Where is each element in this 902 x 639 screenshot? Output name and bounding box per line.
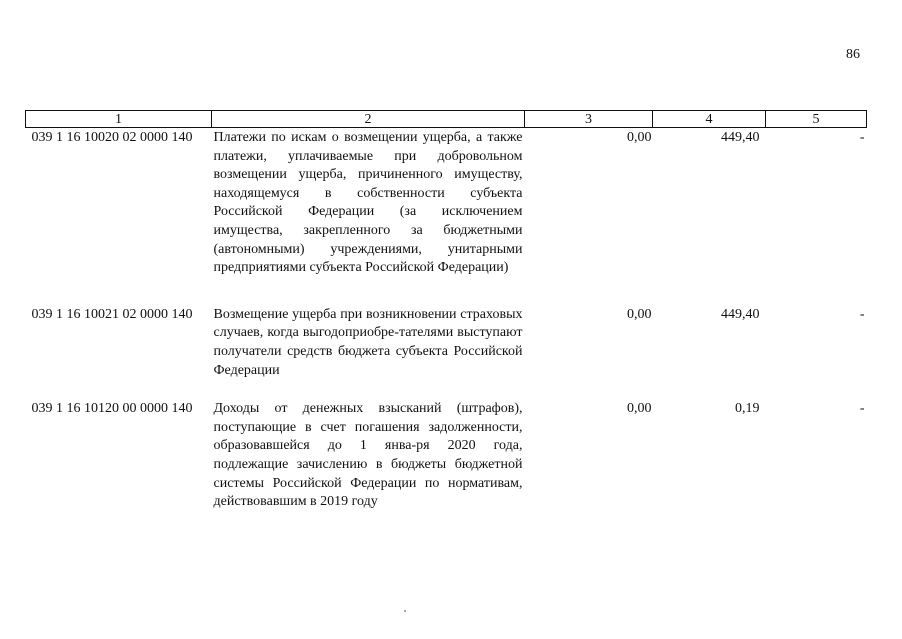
description-cell: Возмещение ущерба при возникновении страховых случаев, когда выгодоприобре-тателями выступают получатели средств бюджета субъекта Российской Федерации	[213, 306, 523, 378]
value-col4-cell: 449,40	[721, 306, 760, 322]
column-header-1: 1	[26, 111, 212, 128]
table-row	[26, 400, 867, 512]
scan-speck	[404, 610, 406, 612]
column-header-3: 3	[525, 111, 653, 128]
description-cell: Доходы от денежных взысканий (штрафов), поступающие в счет погашения задолженности, образовавшейся до 1 янва-ря 2020 года, подлежащие зачислению в бюджеты бюджетной системы Российской Федерации по нормативам, действовавшим в 2019 году	[213, 401, 523, 510]
value-col5-cell: -	[859, 306, 865, 322]
value-col4-cell: 449,40	[721, 130, 760, 145]
value-col3-cell: 0,00	[627, 130, 652, 145]
budget-code-cell: 039 1 16 10120 00 0000 140	[31, 401, 193, 417]
column-header-2: 2	[212, 111, 525, 128]
page-number: 86	[846, 47, 860, 62]
budget-code-cell: 039 1 16 10021 02 0000 140	[31, 306, 193, 322]
value-col3-cell: 0,00	[627, 306, 652, 322]
table-row	[26, 306, 867, 400]
value-col3-cell: 0,00	[627, 401, 652, 417]
column-header-5: 5	[766, 111, 867, 128]
column-header-4: 4	[653, 111, 766, 128]
value-col4-cell: 0,19	[735, 401, 760, 417]
value-col5-cell: -	[859, 130, 865, 145]
table-row	[26, 128, 867, 306]
description-cell: Платежи по искам о возмещении ущерба, а также платежи, уплачиваемые при добровольном возмещении ущерба, причиненного имуществу, находящемуся в собственности субъекта Российской Федерации (за исключением имущества, закрепленного за бюджетными (автономными) учреждениями, унитарными предприятиями субъекта Российской Федерации)	[213, 130, 523, 276]
value-col5-cell: -	[859, 401, 865, 417]
table-header-row	[26, 111, 867, 128]
budget-code-cell: 039 1 16 10020 02 0000 140	[31, 130, 193, 145]
revenue-table	[25, 110, 867, 512]
